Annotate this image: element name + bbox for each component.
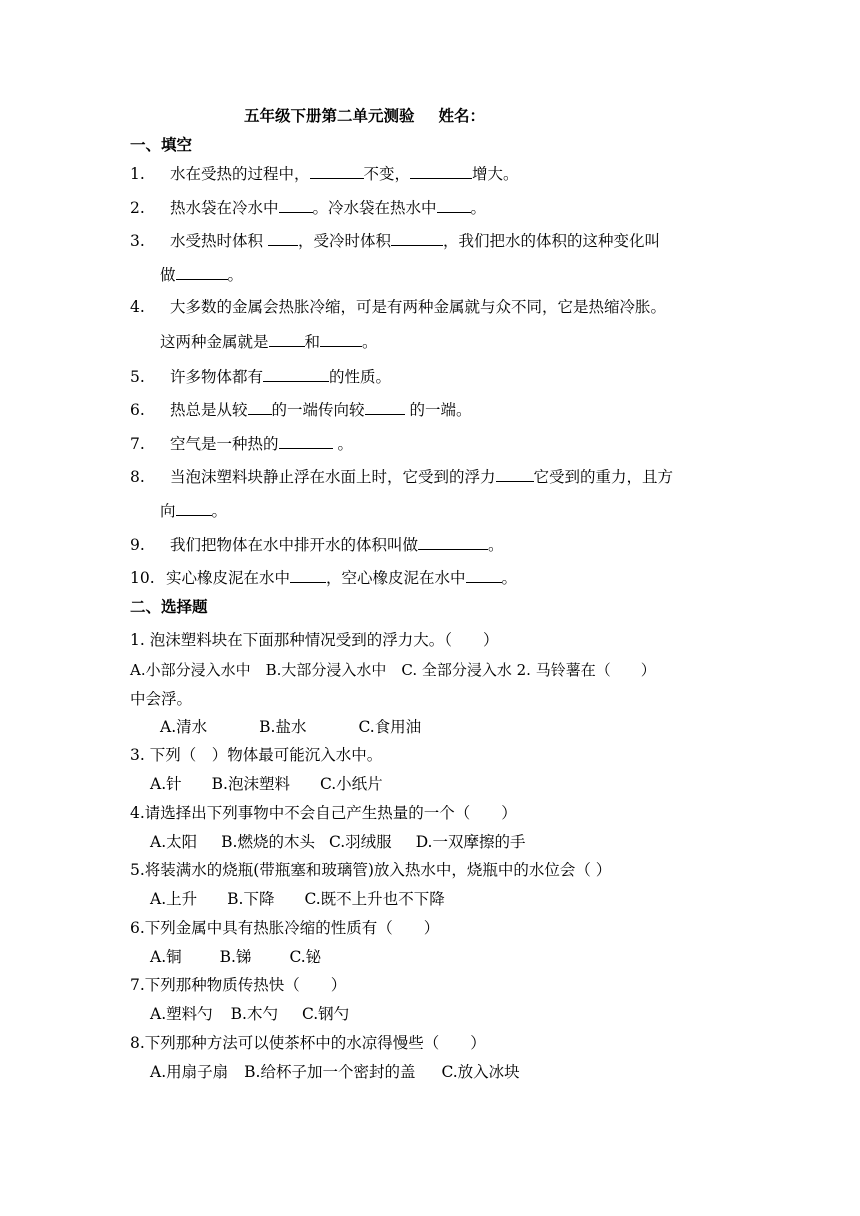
- section-fill-blank-title: 一、填空: [130, 135, 193, 154]
- option-b[interactable]: B.下降: [227, 890, 275, 908]
- answer-blank[interactable]: [290, 567, 326, 583]
- question-text: 和: [304, 333, 321, 351]
- choice-question-3: 3. 下列（ ）物体最可能沉入水中。: [130, 746, 383, 764]
- fill-question-8-cont: [160, 500, 227, 521]
- answer-blank[interactable]: [418, 534, 488, 550]
- question-text: ，我们把水的体积的这种变化叫: [442, 232, 660, 250]
- choice-question-8: 8.下列那种方法可以使茶杯中的水凉得慢些（ ）: [130, 1034, 486, 1052]
- question-text: 。: [227, 266, 244, 284]
- question-text: 许多物体都有: [170, 368, 264, 386]
- answer-blank[interactable]: [269, 331, 305, 347]
- option-a[interactable]: A.铜: [150, 948, 182, 966]
- option-c[interactable]: C.放入冰块: [441, 1063, 520, 1081]
- question-text: 。: [211, 502, 228, 520]
- question-text: ，空心橡皮泥在水中: [326, 569, 466, 587]
- question-text: ，受冷时体积: [297, 232, 391, 250]
- question-number: 3.: [130, 232, 145, 250]
- option-a[interactable]: A.针: [150, 775, 182, 793]
- fill-question-9: [130, 534, 504, 555]
- fill-question-1: [130, 163, 519, 184]
- page-title: [244, 106, 485, 126]
- question-text: 。冷水袋在热水中: [312, 199, 437, 217]
- question-text: 做: [160, 266, 176, 284]
- option-b[interactable]: B.给杯子加一个密封的盖: [244, 1063, 416, 1081]
- question-text: 热总是从较: [170, 401, 248, 419]
- choice-question-5-options: [150, 889, 445, 909]
- question-text: 。: [362, 333, 378, 351]
- answer-blank[interactable]: [391, 230, 443, 246]
- question-text: 水受热时体积: [170, 232, 268, 250]
- title-text: 五年级下册第二单元测验: [244, 106, 415, 125]
- question-number: 10.: [130, 569, 155, 587]
- answer-blank[interactable]: [437, 197, 471, 213]
- option-b[interactable]: B.锑: [219, 948, 252, 966]
- question-text: 当泡沫塑料块静止浮在水面上时，它受到的浮力: [170, 468, 496, 486]
- question-text: 。: [488, 536, 504, 554]
- question-text: 水在受热的过程中，: [170, 165, 310, 183]
- fill-question-3-cont: [160, 264, 243, 285]
- answer-blank[interactable]: [176, 500, 212, 516]
- option-b[interactable]: B.燃烧的木头: [221, 833, 315, 851]
- option-a[interactable]: A.塑料勺: [150, 1005, 213, 1023]
- question-text: 不变，: [363, 165, 411, 183]
- question-text: 的一端传向较: [271, 401, 365, 419]
- fill-question-4: [130, 297, 666, 317]
- question-text: 增大。: [472, 165, 519, 183]
- answer-blank[interactable]: [279, 197, 313, 213]
- answer-blank[interactable]: [496, 466, 534, 482]
- answer-blank[interactable]: [365, 399, 405, 415]
- option-c[interactable]: C.铋: [289, 948, 322, 966]
- option-b[interactable]: B.泡沫塑料: [211, 775, 290, 793]
- choice-question-7-options: [150, 1004, 349, 1024]
- question-number: 6.: [130, 401, 145, 419]
- section-choice-title: 二、选择题: [130, 597, 208, 616]
- choice-question-7: 7.下列那种物质传热快（ ）: [130, 976, 347, 994]
- choice-question-3-options: [150, 774, 383, 794]
- answer-blank[interactable]: [466, 567, 502, 583]
- question-text: 。: [501, 569, 518, 587]
- option-c[interactable]: C.钢勺: [301, 1005, 350, 1023]
- answer-blank[interactable]: [320, 331, 362, 347]
- answer-blank[interactable]: [279, 433, 333, 449]
- choice-question-2-cont: 中会浮。: [130, 690, 193, 708]
- fill-question-5: [130, 366, 391, 387]
- question-text: 的一端。: [404, 401, 472, 419]
- choice-question-6-options: [150, 947, 321, 967]
- answer-blank[interactable]: [268, 230, 298, 246]
- option-a[interactable]: A.清水: [160, 718, 208, 736]
- answer-blank[interactable]: [263, 366, 329, 382]
- choice-question-4: 4.请选择出下列事物中不会自己产生热量的一个（ ）: [130, 804, 517, 822]
- question-text: 。: [332, 435, 353, 453]
- question-number: 2.: [130, 199, 145, 217]
- fill-question-10: [130, 567, 517, 588]
- question-text: 实心橡皮泥在水中: [166, 569, 291, 587]
- option-d[interactable]: D.一双摩擦的手: [415, 833, 526, 851]
- option-a[interactable]: A.太阳: [150, 833, 198, 851]
- question-number: 1.: [130, 165, 145, 183]
- question-text: 热水袋在冷水中: [170, 199, 279, 217]
- fill-question-3: [130, 230, 660, 251]
- name-label: 姓名：: [438, 106, 486, 125]
- question-number: 4.: [130, 298, 145, 316]
- fill-question-8: [130, 466, 673, 487]
- question-text: 我们把物体在水中排开水的体积叫做: [170, 536, 419, 554]
- answer-blank[interactable]: [410, 163, 472, 179]
- question-text: 的性质。: [329, 368, 392, 386]
- fill-question-2: [130, 197, 486, 218]
- option-c[interactable]: C.食用油: [358, 718, 422, 736]
- question-text: 。: [470, 199, 487, 217]
- question-number: 5.: [130, 368, 145, 386]
- question-text: 这两种金属就是: [160, 333, 269, 351]
- question-text: 它受到的重力，且方: [533, 468, 674, 486]
- fill-question-4-cont: [160, 331, 378, 352]
- question-number: 8.: [130, 468, 145, 486]
- choice-question-1-options: A.小部分浸入水中 B.大部分浸入水中 C. 全部分浸入水 2. 马铃薯在（ ）: [130, 661, 656, 679]
- option-a[interactable]: A.上升: [150, 890, 198, 908]
- question-text: 大多数的金属会热胀冷缩，可是有两种金属就与众不同，它是热缩冷胀。: [170, 298, 667, 316]
- option-c[interactable]: C.小纸片: [319, 775, 383, 793]
- choice-question-6: 6.下列金属中具有热胀冷缩的性质有（ ）: [130, 919, 440, 937]
- question-number: 9.: [130, 536, 145, 554]
- question-number: 7.: [130, 435, 145, 453]
- choice-question-2-options: [160, 717, 421, 737]
- choice-question-5: 5.将装满水的烧瓶(带瓶塞和玻璃管)放入热水中，烧瓶中的水位会（ ）: [130, 861, 612, 879]
- option-b[interactable]: B.盐水: [259, 718, 307, 736]
- answer-blank[interactable]: [310, 163, 364, 179]
- question-text: 向: [160, 502, 176, 520]
- option-c[interactable]: C.羽绒服: [328, 833, 392, 851]
- answer-blank[interactable]: [176, 264, 228, 280]
- option-a[interactable]: A.用扇子扇: [150, 1063, 229, 1081]
- choice-question-1: 1. 泡沫塑料块在下面那种情况受到的浮力大。（ ）: [130, 631, 499, 649]
- choice-question-4-options: [150, 832, 526, 852]
- option-c[interactable]: C.既不上升也不下降: [304, 890, 445, 908]
- option-b[interactable]: B.木勺: [230, 1005, 278, 1023]
- fill-question-7: [130, 433, 353, 454]
- fill-question-6: [130, 399, 471, 420]
- choice-question-8-options: [150, 1062, 520, 1082]
- answer-blank[interactable]: [248, 399, 272, 415]
- question-text: 空气是一种热的: [170, 435, 279, 453]
